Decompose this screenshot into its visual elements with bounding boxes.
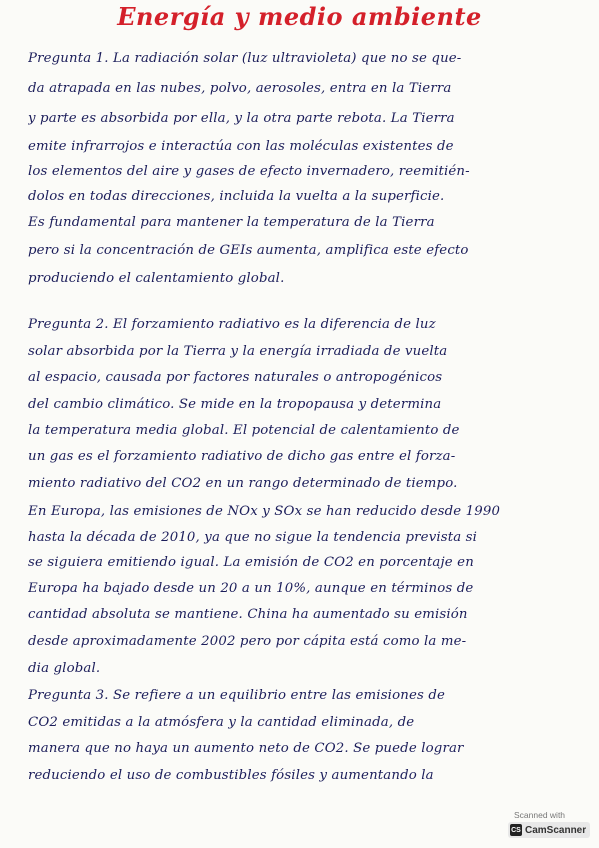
text-line: hasta la década de 2010, ya que no sigue la tendencia prevista si (28, 530, 478, 545)
text-line: pero si la concentración de GEIs aumenta, amplifica este efecto (28, 243, 469, 258)
text-line: dia global. (28, 661, 101, 676)
text-line: la temperatura media global. El potencial de calentamiento de (28, 423, 460, 438)
text-line: CO2 emitidas a la atmósfera y la cantidad eliminada, de (28, 715, 415, 730)
text-line: Pregunta 1. La radiación solar (luz ultravioleta) que no se que- (28, 51, 462, 66)
camscanner-brand: CamScanner (525, 824, 587, 836)
text-line: desde aproximadamente 2002 pero por cápita está como la me- (28, 634, 467, 649)
text-line: dolos en todas direcciones, incluida la vuelta a la superficie. (28, 189, 445, 204)
text-line: un gas es el forzamiento radiativo de dicho gas entre el forza- (28, 449, 456, 464)
text-line: produciendo el calentamiento global. (28, 271, 285, 286)
text-line: miento radiativo del CO2 en un rango determinado de tiempo. (28, 476, 458, 491)
text-line: al espacio, causada por factores naturales o antropogénicos (28, 370, 443, 385)
text-line: Pregunta 3. Se refiere a un equilibrio entre las emisiones de (28, 688, 445, 703)
text-line: reduciendo el uso de combustibles fósiles y aumentando la (28, 768, 434, 783)
text-line: del cambio climático. Se mide en la tropopausa y determina (28, 397, 442, 412)
text-line: manera que no haya un aumento neto de CO2. Se puede lograr (28, 741, 464, 756)
text-line: solar absorbida por la Tierra y la energía irradiada de vuelta (28, 344, 448, 359)
scanned-with-label: Scanned with (514, 810, 566, 820)
text-line: y parte es absorbida por ella, y la otra parte rebota. La Tierra (28, 111, 455, 126)
camscanner-badge (508, 822, 590, 838)
text-line: se siguiera emitiendo igual. La emisión de CO2 en porcentaje en (28, 555, 474, 570)
text-line: da atrapada en las nubes, polvo, aerosoles, entra en la Tierra (28, 81, 452, 96)
text-line: emite infrarrojos e interactúa con las moléculas existentes de (28, 139, 454, 154)
text-line: Es fundamental para mantener la temperatura de la Tierra (28, 215, 435, 230)
text-line: cantidad absoluta se mantiene. China ha aumentado su emisión (28, 607, 468, 622)
text-line: Europa ha bajado desde un 20 a un 10%, aunque en términos de (28, 581, 474, 596)
camscanner-icon: CS (510, 824, 522, 836)
text-line: Pregunta 2. El forzamiento radiativo es la diferencia de luz (28, 317, 436, 332)
page-title: Energía y medio ambiente (117, 2, 482, 31)
text-line: los elementos del aire y gases de efecto invernadero, reemitién- (28, 164, 470, 179)
camscanner-watermark (502, 808, 592, 842)
text-line: En Europa, las emisiones de NOx y SOx se han reducido desde 1990 (28, 504, 501, 519)
